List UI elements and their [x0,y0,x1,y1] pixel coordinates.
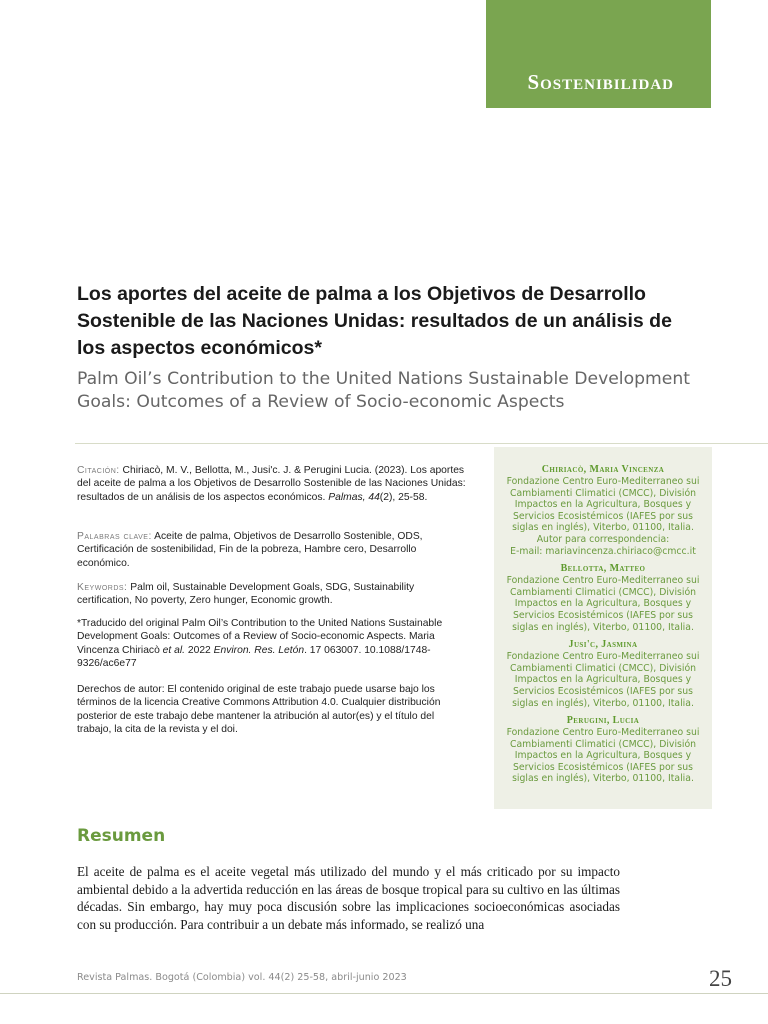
authors-panel [494,447,712,809]
translation-etal: et al. [162,644,185,656]
article-title: Los aportes del aceite de palma a los Objetivos de Desarrollo Sostenible de las Naciones Unidas: resultados de un análisis de los aspectos económicos* [77,283,672,359]
author-affiliation: Fondazione Centro Euro-Mediterraneo sui Cambiamenti Climatici (CMCC), División Impactos en la Agricultura, Bosques y Servicios Ecosistémicos (IAFES por sus siglas en inglés), Viterbo, 01100, Italia. [506,476,700,534]
author-affiliation: Fondazione Centro Euro-Mediterraneo sui Cambiamenti Climatici (CMCC), División Impactos en la Agricultura, Bosques y Servicios Ecosistémicos (IAFES por sus siglas en inglés), Viterbo, 01100, Italia. [506,727,700,785]
author-affiliation: Fondazione Centro Euro-Mediterraneo sui Cambiamenti Climatici (CMCC), División Impactos en la Agricultura, Bosques y Servicios Ecosistémicos (IAFES por sus siglas en inglés), Viterbo, 01100, Italia. [506,575,700,633]
citation-pages: (2), 25-58. [379,491,428,503]
translation-year: 2022 [185,644,214,656]
keywords-en-label: Keywords: [77,582,128,593]
translation-text: *Traducido del original Palm Oil’s Contribution to the United Nations Sustainable Development Goals: Outcomes of a Review of Socio-economic Aspects. Maria Vincenza Chiriacò [77,618,443,656]
citation-text: Chiriacò, M. V., Bellotta, M., Jusi'c. J. & Perugini Lucia. (2023). Los aportes del aceite de palma a los Objetivos de Desarrollo Sostenible de las Naciones Unidas: resultados de un análisis de los aspectos económicos. [77,465,466,503]
author-affiliation: Fondazione Centro Euro-Mediterraneo sui Cambiamenti Climatici (CMCC), División Impactos en la Agricultura, Bosques y Servicios Ecosistémicos (IAFES por sus siglas en inglés), Viterbo, 01100, Italia. [506,651,700,709]
copyright-text: Derechos de autor: El contenido original de este trabajo puede usarse bajo los términos de la licencia Creative Commons Attribution 4.0. Cualquier distribución posterior de este trabajo debe mantener la atribución al autor(es) y el título del trabajo, la cita de la revista y el doi. [77,684,441,736]
abstract-heading: Resumen [77,826,166,846]
translation-ref: . 17 063007. 10.1088/1748-9326/ac6e77 [77,644,431,670]
page-number: 25 [709,966,732,991]
author-entry [494,715,712,785]
author-entry [494,563,712,633]
citation-block [77,464,467,504]
section-tab [486,0,711,108]
article-title-english: Palm Oil’s Contribution to the United Nations Sustainable Development Goals: Outcomes of a Review of Socio-economic Aspects [77,369,690,412]
translation-journal: Environ. Res. Letón [213,644,305,656]
footer-journal-info: Revista Palmas. Bogotá (Colombia) vol. 44(2) 25-58, abril-junio 2023 [77,972,407,983]
header-divider [75,443,768,444]
author-correspondence: Autor para correspondencia: [536,533,670,545]
author-email[interactable]: E-mail: mariavincenza.chiriaco@cmcc.it [510,545,696,557]
footer-divider [0,993,768,994]
keywords-es-label: Palabras clave: [77,531,152,542]
keywords-en-block [77,581,467,608]
abstract-text: El aceite de palma es el aceite vegetal más utilizado del mundo y el más criticado por su impacto ambiental debido a la advertida reducción en las áreas de bosque tropical para su cultivo en las últimas décadas. Sin embargo, hay muy poca discusión sobre las implicaciones socioeconómicas asociadas con su producción. Para contribuir a un debate más informado, se realizó una [77,864,620,932]
author-name: Jusi'c, Jasmina [568,639,638,651]
keywords-en-text: Palm oil, Sustainable Development Goals, SDG, Sustainability certification, No poverty, Zero hunger, Economic growth. [77,582,415,607]
citation-journal: Palmas, 44 [328,491,380,503]
author-name: Perugini, Lucia [566,715,640,727]
keywords-es-text: Aceite de palma, Objetivos de Desarrollo Sostenible, ODS, Certificación de sostenibilidad, Fin de la pobreza, Hambre cero, Desarrollo económico. [77,531,423,569]
author-entry [494,464,712,557]
author-name: Bellotta, Matteo [560,563,646,575]
translation-note [77,617,467,671]
author-name: Chiriacò, Maria Vincenza [541,464,665,475]
author-entry [494,639,712,709]
section-label: Sostenibilidad [527,70,674,94]
keywords-es-block [77,530,467,570]
citation-label: Citación: [77,465,120,476]
